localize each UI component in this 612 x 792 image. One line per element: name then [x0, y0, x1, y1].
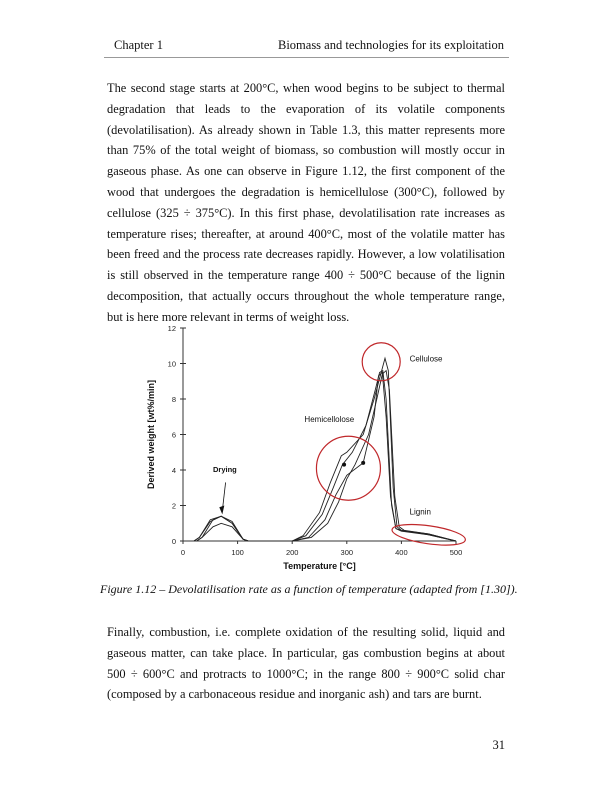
- x-tick-label: 300: [340, 548, 354, 557]
- y-tick-label: 0: [171, 537, 176, 546]
- y-tick-label: 2: [171, 501, 176, 511]
- paragraph-devolatilisation: The second stage starts at 200°C, when wood begins to be subject to thermal degradation that leads to the evaporation of its volatile components (devolatilisation). As already shown in Table 1.3, this matter represents more than 75% of the total weight of biomass, so combustion will mostly occur in gaseous phase. As one can observe in Figure 1.12, the first component of the wood that undergoes the degradation is hemicellulose (300°C), followed by cellulose (325 ÷ 375°C). In this first phase, devolatilisation rate increases as temperature rises; thereafter, at around 400°C, most of the volatile matter has been freed and the process rate decreases rapidly. However, a low volatilisation is still observed in the temperature range 400 ÷ 500°C because of the lignin decomposition, that actually occurs throughout the whole temperature range, but is here more relevant in terms of weight loss.: [107, 81, 505, 324]
- x-tick-label: 0: [180, 548, 186, 557]
- y-tick-label: 4: [171, 466, 176, 475]
- x-tick-label: 400: [395, 548, 408, 557]
- data-point-marker: [342, 463, 346, 467]
- data-point-marker: [361, 461, 365, 465]
- cellulose-highlight-circle: [362, 343, 400, 381]
- annotation-hemicellulose: Hemicellolose: [304, 415, 355, 425]
- paragraph-combustion: Finally, combustion, i.e. complete oxidation of the resulting solid, liquid and gaseous matter, can take place. In particular, gas combustion begins at about 500 ÷ 600°C and protracts to 1000°C; in the range 800 ÷ 900°C solid char (composed by a carbonaceous residue and inorganic ash) and tars are burnt.: [107, 625, 505, 702]
- annotation-lignin: Lignin: [409, 507, 431, 517]
- y-tick-label: 8: [171, 395, 176, 404]
- devolatilisation-chart: [144, 316, 480, 578]
- x-tick-label: 500: [449, 548, 463, 557]
- y-axis-label: Derived weight [wt%/min]: [146, 379, 156, 490]
- y-tick-label: 10: [167, 359, 176, 369]
- arrowhead-icon: [219, 506, 224, 515]
- header-title: Biomass and technologies for its exploitation: [277, 38, 504, 52]
- figure-caption: Figure 1.12 – Devolatilisation rate as a function of temperature (adapted from [1.30]).: [100, 582, 518, 596]
- y-tick-label: 6: [171, 430, 176, 440]
- x-tick-label: 100: [231, 548, 244, 557]
- header-chapter: Chapter 1: [114, 38, 163, 52]
- annotation-drying: Drying: [213, 464, 237, 474]
- hemicellulose-highlight-circle: [316, 436, 380, 500]
- annotation-cellulose: Cellulose: [409, 354, 443, 364]
- x-axis-label: Temperature [°C]: [283, 561, 356, 571]
- x-tick-label: 200: [285, 548, 299, 557]
- y-tick-label: 12: [167, 324, 176, 333]
- page-number: 31: [492, 738, 505, 752]
- header-divider: [104, 57, 509, 58]
